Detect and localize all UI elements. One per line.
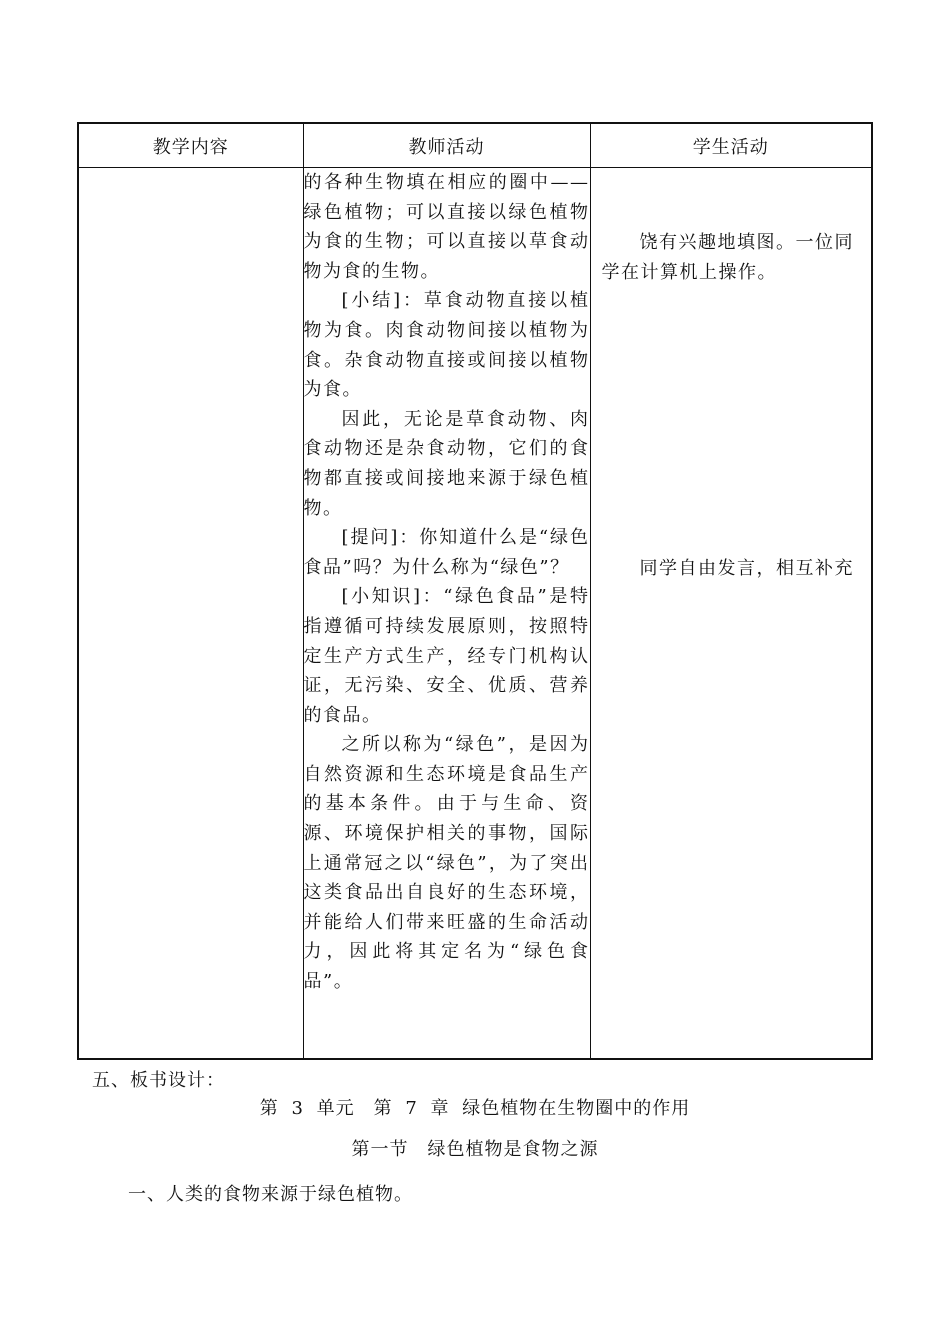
student-paragraph: 饶有兴趣地填图。一位同学在计算机上操作。 (601, 232, 854, 283)
header-student-activity: 学生活动 (590, 123, 872, 168)
teacher-paragraph: 因此，无论是草食动物、肉食动物还是杂食动物，它们的食物都直接或间接地来源于绿色植物。 (303, 408, 590, 519)
header-teacher-activity: 教师活动 (303, 123, 590, 168)
teacher-activity-cell (303, 168, 590, 1060)
student-activity-cell (590, 168, 872, 1060)
table-header-row (78, 123, 872, 168)
header-teaching-content: 教学内容 (78, 123, 303, 168)
table-row (78, 168, 872, 1060)
board-title: 第 3 单元 第 7 章 绿色植物在生物圈中的作用 (259, 1098, 691, 1119)
student-paragraph: 同学自由发言，相互补充 (639, 558, 854, 579)
teacher-paragraph: [小知识]：“绿色食品”是特指遵循可持续发展原则，按照特定生产方式生产，经专门机构认证，无污染、安全、优质、营养的食品。 (303, 586, 590, 726)
board-subtitle: 第一节 绿色植物是食物之源 (351, 1139, 599, 1160)
board-point: 一、人类的食物来源于绿色植物。 (128, 1184, 413, 1205)
section-heading: 五、板书设计： (92, 1070, 225, 1091)
teacher-paragraph: [提问]：你知道什么是“绿色食品”吗？为什么称为“绿色”？ (303, 527, 590, 578)
teacher-paragraph: 之所以称为“绿色”，是因为自然资源和生态环境是食品生产的基本条件。由于与生命、资源、环境保护相关的事物，国际上通常冠之以“绿色”，为了突出这类食品出自良好的生态环境，并能给人们带来旺盛的生命活动力，因此将其定名为“绿色食品”。 (303, 734, 590, 993)
teaching-content-cell (78, 168, 303, 1060)
teacher-paragraph: 的各种生物填在相应的圈中——绿色植物；可以直接以绿色植物为食的生物；可以直接以草食动物为食的生物。 (303, 172, 590, 282)
teacher-paragraph: [小结]：草食动物直接以植物为食。肉食动物间接以植物为食。杂食动物直接或间接以植物为食。 (303, 290, 590, 401)
lesson-table (77, 122, 873, 1060)
